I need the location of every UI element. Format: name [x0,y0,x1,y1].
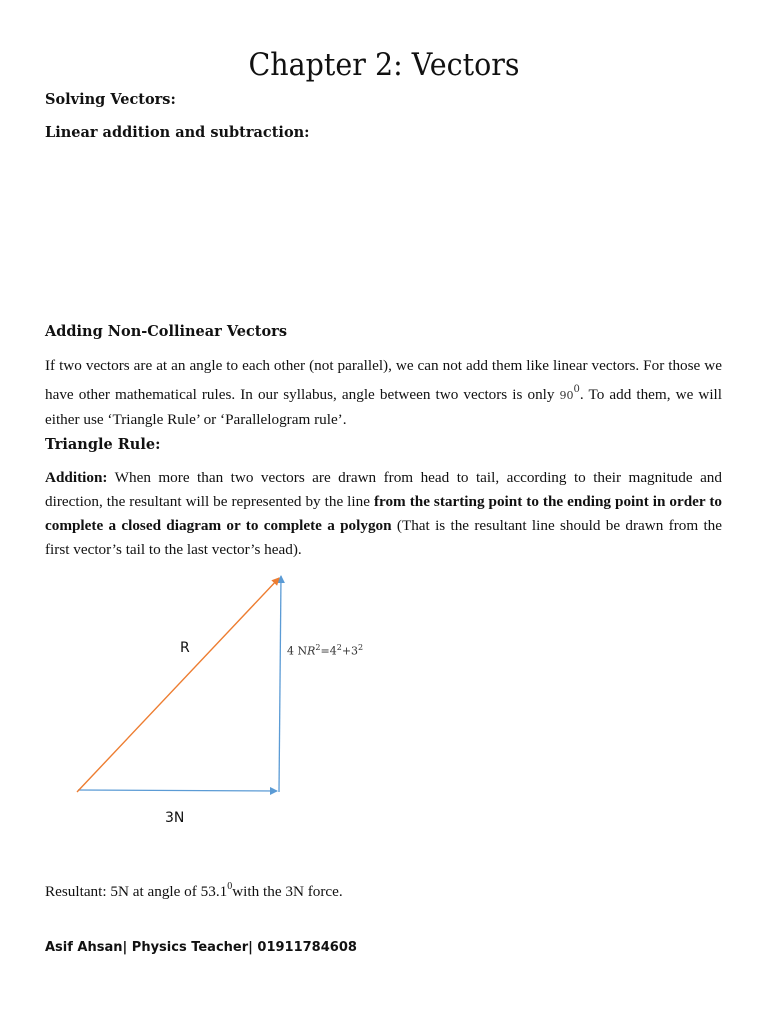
resultant-label: R [180,640,190,656]
paragraph-text-1: If two vectors are at an angle to each other (not parallel), we can not add them like linear vectors. For those we have other mathematical rules. In our syllabus, angle between two vectors is only [45,357,722,403]
resultant-arrow [77,578,279,792]
heading-triangle-rule: Triangle Rule: [45,436,161,453]
paragraph-text-2: . To add them, we will either use ‘Triangle Rule’ or ‘Parallelogram rule’. [45,386,722,428]
footer: Asif Ahsan| Physics Teacher| 01911784608 [45,940,357,955]
addition-text-2: (That is the resultant line should be drawn from the first vector’s tail to the last vector’s head). [45,517,723,558]
addition-lead: Addition: [45,469,108,486]
angle-value: 900 [559,384,580,402]
resultant-statement: Resultant: 5N at angle of 53.1$^0$with the 3N force. [45,881,343,900]
vector-4n-arrow [279,576,281,792]
horizontal-vector-label: 3N [165,810,185,826]
heading-linear-addition: Linear addition and subtraction: [45,124,310,141]
vector-3n-arrow [78,790,277,791]
heading-non-collinear: Adding Non-Collinear Vectors [45,323,287,340]
page-title: Chapter 2: Vectors [248,47,520,83]
addition-text-1: When more than two vectors are drawn from head to tail, according to their magnitude and direction, the resultant will be represented by the line [45,469,722,510]
addition-bold-text: from the starting point to the ending point in order to complete a closed diagram or to complete a polygon [45,493,723,534]
formula-4n: 4 $NR^2=4^2+3^2$ [287,643,364,658]
heading-solving-vectors: Solving Vectors: [45,91,176,108]
